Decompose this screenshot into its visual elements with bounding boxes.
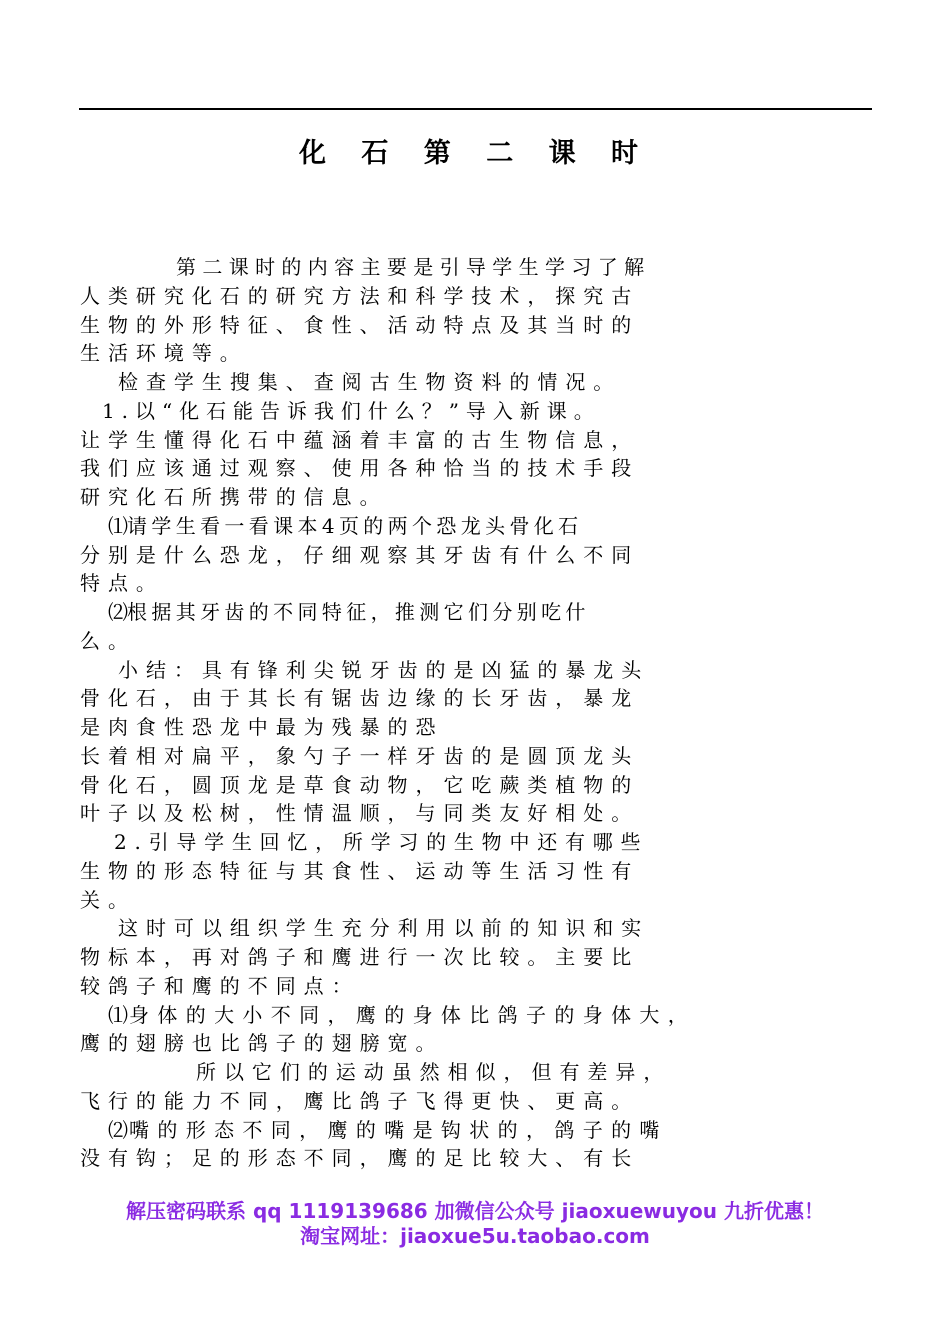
page-title: 化 石 第 二 课 时 — [299, 138, 651, 169]
body-line: 骨 化 石 ， 由 于 其 长 有 锯 齿 边 缘 的 长 牙 齿 ， 暴 龙 — [80, 686, 632, 711]
body-line: 鹰 的 翅 膀 也 比 鸽 子 的 翅 膀 宽 。 — [80, 1031, 437, 1056]
body-line: 1 . 以 “ 化 石 能 告 诉 我 们 什 么 ？ ” 导 入 新 课 。 — [102, 398, 595, 423]
body-line: 较 鸽 子 和 鹰 的 不 同 点 ： — [80, 973, 353, 998]
body-line: 生 物 的 外 形 特 征 、 食 性 、 活 动 特 点 及 其 当 时 的 — [80, 312, 632, 337]
body-line: 人 类 研 究 化 石 的 研 究 方 法 和 科 学 技 术 ， 探 究 古 — [80, 283, 632, 308]
body-line: 物 标 本 ， 再 对 鸽 子 和 鹰 进 行 一 次 比 较 。 主 要 比 — [80, 945, 632, 969]
body-line: 让 学 生 懂 得 化 石 中 蕴 涵 着 丰 富 的 古 生 物 信 息 ， — [80, 427, 632, 452]
body-text — [80, 253, 880, 1173]
footer-contact: 解压密码联系 qq 1119139686 加微信公众号 jiaoxuewuyou 九折优惠！ — [126, 1199, 824, 1223]
body-line: ⑵根 据 其 牙 齿 的 不 同 特 征 ， 推 测 它 们 分 别 吃 什 — [108, 600, 585, 624]
body-line: 所 以 它 们 的 运 动 虽 然 相 似 ， 但 有 差 异 ， — [196, 1060, 665, 1084]
body-line: 叶 子 以 及 松 树 ， 性 情 温 顺 ， 与 同 类 友 好 相 处 。 — [80, 801, 632, 826]
body-line: 这 时 可 以 组 织 学 生 充 分 利 用 以 前 的 知 识 和 实 — [118, 916, 643, 941]
body-line: 2 . 引 导 学 生 回 忆 ， 所 学 习 的 生 物 中 还 有 哪 些 — [114, 830, 642, 854]
body-line: 我 们 应 该 通 过 观 察 、 使 用 各 种 恰 当 的 技 术 手 段 — [80, 456, 632, 481]
body-line: 第 二 课 时 的 内 容 主 要 是 引 导 学 生 学 习 了 解 — [176, 255, 645, 279]
body-line: 没 有 钩 ； 足 的 形 态 不 同 ， 鹰 的 足 比 较 大 、 有 长 — [80, 1146, 632, 1171]
body-line: 生 活 环 境 等 。 — [80, 341, 241, 366]
body-line: ⑴请 学 生 看 一 看 课 本 4 页 的 两 个 恐 龙 头 骨 化 石 — [108, 513, 578, 538]
footer-shop-url: 淘宝网址：jiaoxue5u.taobao.com — [300, 1224, 650, 1248]
body-line: ⑵嘴 的 形 态 不 同 ， 鹰 的 嘴 是 钩 状 的 ， 鸽 子 的 嘴 — [108, 1117, 661, 1142]
body-line: 么 。 — [80, 628, 129, 653]
body-line: 长 着 相 对 扁 平 ， 象 勺 子 一 样 牙 齿 的 是 圆 顶 龙 头 — [80, 743, 632, 768]
body-line: 检 查 学 生 搜 集 、 查 阅 古 生 物 资 料 的 情 况 。 — [118, 370, 615, 394]
body-line: 关 。 — [80, 887, 129, 912]
body-line: 骨 化 石 ， 圆 顶 龙 是 草 食 动 物 ， 它 吃 蕨 类 植 物 的 — [80, 772, 632, 797]
header-rule — [79, 108, 872, 110]
body-line: 小 结 ： 具 有 锋 利 尖 锐 牙 齿 的 是 凶 猛 的 暴 龙 头 — [118, 657, 643, 682]
body-line: 是 肉 食 性 恐 龙 中 最 为 残 暴 的 恐 — [80, 715, 437, 739]
body-line: ⑴身 体 的 大 小 不 同 ， 鹰 的 身 体 比 鸽 子 的 身 体 大 ， — [108, 1002, 689, 1027]
body-line: 生 物 的 形 态 特 征 与 其 食 性 、 运 动 等 生 活 习 性 有 — [80, 858, 632, 883]
body-line: 研 究 化 石 所 携 带 的 信 息 。 — [80, 485, 381, 509]
body-line: 飞 行 的 能 力 不 同 ， 鹰 比 鸽 子 飞 得 更 快 、 更 高 。 — [80, 1088, 632, 1113]
body-line: 特 点 。 — [80, 571, 157, 596]
body-line: 分 别 是 什 么 恐 龙 ， 仔 细 观 察 其 牙 齿 有 什 么 不 同 — [80, 542, 632, 567]
